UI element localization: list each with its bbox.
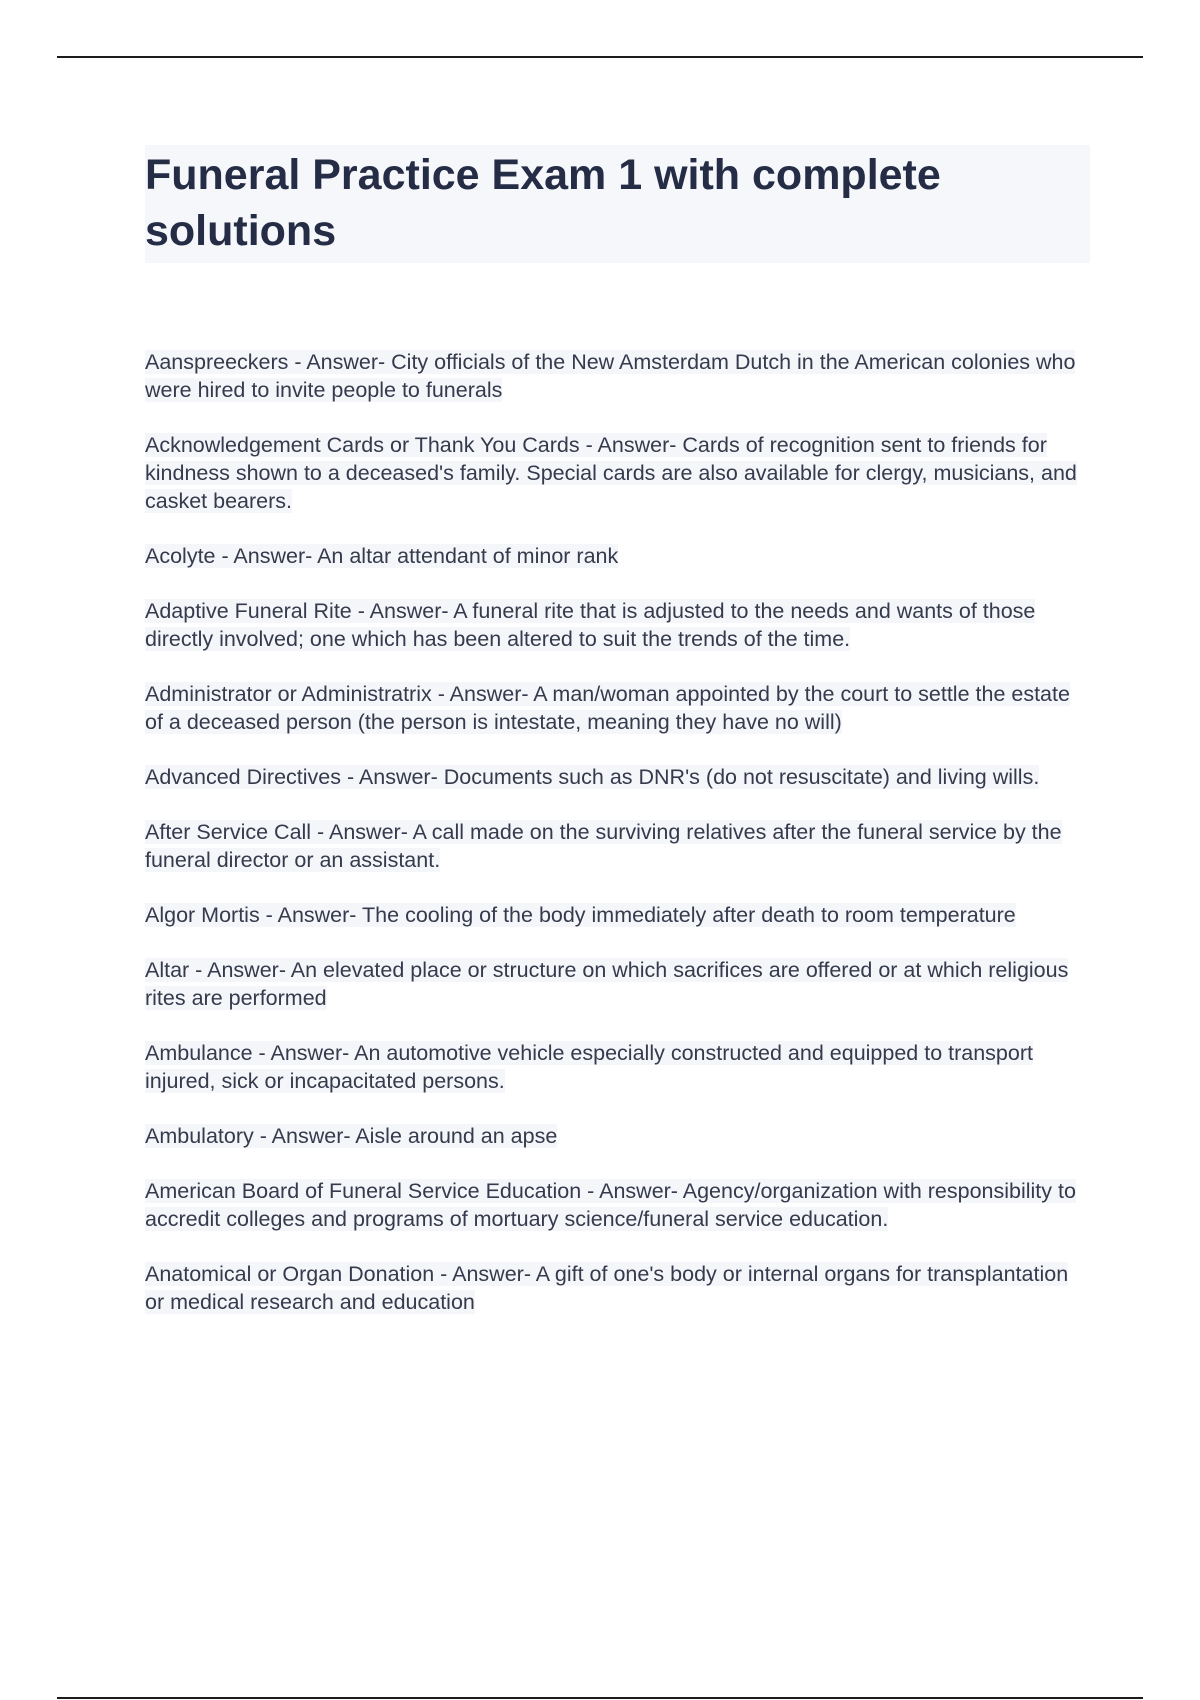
- top-rule: [57, 56, 1143, 58]
- entry-text: Acknowledgement Cards or Thank You Cards - Answer- Cards of recognition sent to friends for kindness shown to a deceased's family. Special cards are also available for clergy, musicians, and casket bearers.: [145, 433, 1077, 513]
- entry-text: Anatomical or Organ Donation - Answer- A gift of one's body or internal organs for transplantation or medical research and education: [145, 1262, 1069, 1314]
- list-item: [145, 763, 1090, 791]
- list-item: [145, 680, 1090, 736]
- entry-text: Acolyte - Answer- An altar attendant of minor rank: [145, 544, 619, 568]
- entry-list: [145, 348, 1090, 1316]
- list-item: [145, 956, 1090, 1012]
- list-item: [145, 1260, 1090, 1316]
- entry-text: American Board of Funeral Service Education - Answer- Agency/organization with responsibility to accredit colleges and programs of mortuary science/funeral service education.: [145, 1179, 1076, 1231]
- list-item: [145, 431, 1090, 515]
- entry-text: Advanced Directives - Answer- Documents such as DNR's (do not resuscitate) and living wills.: [145, 765, 1040, 789]
- document-title: Funeral Practice Exam 1 with complete solutions: [145, 145, 1090, 263]
- list-item: [145, 348, 1090, 404]
- list-item: [145, 901, 1090, 929]
- list-item: [145, 1039, 1090, 1095]
- entry-text: Adaptive Funeral Rite - Answer- A funeral rite that is adjusted to the needs and wants of those directly involved; one which has been altered to suit the trends of the time.: [145, 599, 1036, 651]
- list-item: [145, 1177, 1090, 1233]
- list-item: [145, 818, 1090, 874]
- entry-text: Ambulatory - Answer- Aisle around an apse: [145, 1124, 558, 1148]
- entry-text: Aanspreeckers - Answer- City officials of the New Amsterdam Dutch in the American colonies who were hired to invite people to funerals: [145, 350, 1076, 402]
- list-item: [145, 542, 1090, 570]
- list-item: [145, 1122, 1090, 1150]
- entry-text: After Service Call - Answer- A call made on the surviving relatives after the funeral service by the funeral director or an assistant.: [145, 820, 1062, 872]
- entry-text: Administrator or Administratrix - Answer- A man/woman appointed by the court to settle the estate of a deceased person (the person is intestate, meaning they have no will): [145, 682, 1070, 734]
- entry-text: Ambulance - Answer- An automotive vehicle especially constructed and equipped to transport injured, sick or incapacitated persons.: [145, 1041, 1033, 1093]
- bottom-rule: [57, 1697, 1143, 1699]
- list-item: [145, 597, 1090, 653]
- document-body: [145, 145, 1090, 1343]
- entry-text: Altar - Answer- An elevated place or structure on which sacrifices are offered or at which religious rites are performed: [145, 958, 1069, 1010]
- entry-text: Algor Mortis - Answer- The cooling of the body immediately after death to room temperature: [145, 903, 1016, 927]
